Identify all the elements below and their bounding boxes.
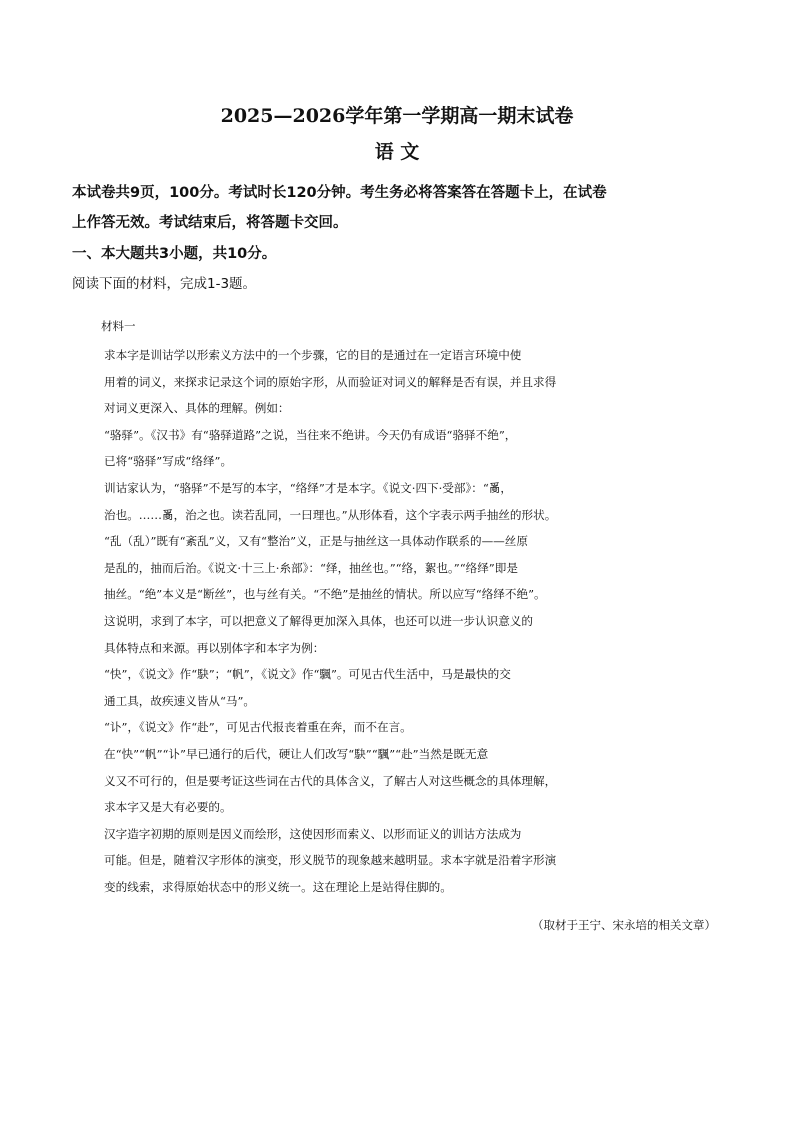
- material-line: 求本字又是大有必要的。: [104, 800, 232, 815]
- exam-intro-line-1: 本试卷共9页，100分。考试时长120分钟。考生务必将答案答在答题卡上，在试卷: [72, 185, 607, 201]
- material-line: 汉字造字初期的原则是因义而绘形，这使因形而索义、以形而证义的训诂方法成为: [104, 826, 522, 841]
- material-line: 抽丝。“绝”本义是“断丝”，也与丝有关。“不绝”是抽丝的情状。所以应写“络绎不绝”。: [104, 587, 546, 602]
- subject-title: 语 文: [374, 141, 420, 163]
- material-line: “骆驿”。《汉书》有“骆驿道路”之说，当往来不绝讲。今天仍有成语“骆驿不绝”，: [104, 427, 517, 442]
- material-line: 治也。……𤔔，治之也。读若乱同，一曰理也。”从形体看，这个字表示两手抽丝的形状。: [104, 507, 557, 522]
- material-line: “乱（乱）”既有“紊乱”义，又有“整治”义，正是与抽丝这一具体动作联系的——丝原: [104, 534, 528, 549]
- material-line: 是乱的，抽而后治。《说文·十三上·糸部》：“绎，抽丝也。”“络，絮也。”“络绎”即是: [104, 560, 518, 575]
- material-line: 可能。但是，随着汉字形体的演变，形义脱节的现象越来越明显。求本字就是沿着字形演: [104, 853, 557, 868]
- exam-title: 2025—2026学年第一学期高一期末试卷: [220, 105, 574, 127]
- material-text: [104, 342, 714, 900]
- material-line: 对词义更深入、具体的理解。例如：: [104, 401, 290, 416]
- material-line: 已将“骆驿”写成“络绎”。: [104, 454, 233, 469]
- material-line: 求本字是训诂学以形索义方法中的一个步骤，它的目的是通过在一定语言环境中使: [104, 348, 522, 362]
- material-line: 在“快”“帆”“讣”早已通行的后代，硬让人们改写“駃”“颿”“赴”当然是既无意: [104, 746, 489, 761]
- material-line: 训诂家认为，“骆驿”不是写的本字，“络绎”才是本字。《说文·四下·受部》：“𤔔，: [104, 480, 513, 495]
- exam-intro-line-2: 上作答无效。考试结束后，将答题卡交回。: [72, 215, 348, 231]
- material-label: 材料一: [101, 319, 136, 333]
- material-line: 具体特点和来源。再以别体字和本字为例：: [104, 640, 325, 655]
- material-line: 这说明，求到了本字，可以把意义了解得更加深入具体，也还可以进一步认识意义的: [104, 613, 533, 628]
- material-line: “讣”，《说文》作“赴”，可见古代报丧着重在奔，而不在言。: [104, 720, 412, 735]
- material-line: 用着的词义，来探求记录这个词的原始字形，从而验证对词义的解释是否有误，并且求得: [104, 374, 557, 389]
- section-instruction: 阅读下面的材料，完成1-3题。: [72, 276, 257, 292]
- material-line: “快”，《说文》作“駃”；“帆”，《说文》作“颿”。可见古代生活中，马是最快的交: [104, 667, 511, 682]
- material-line: 变的线索，求得原始状态中的形义统一。这在理论上是站得住脚的。: [104, 879, 452, 894]
- material-line: 通工具，故疾速义皆从“马”。: [104, 693, 255, 708]
- material-line: 义又不可行的，但是要考证这些词在古代的具体含义，了解古人对这些概念的具体理解，: [104, 773, 557, 788]
- section-heading: 一、本大题共3小题，共10分。: [72, 246, 277, 262]
- material-source: （取材于王宁、宋永培的相关文章）: [532, 918, 716, 932]
